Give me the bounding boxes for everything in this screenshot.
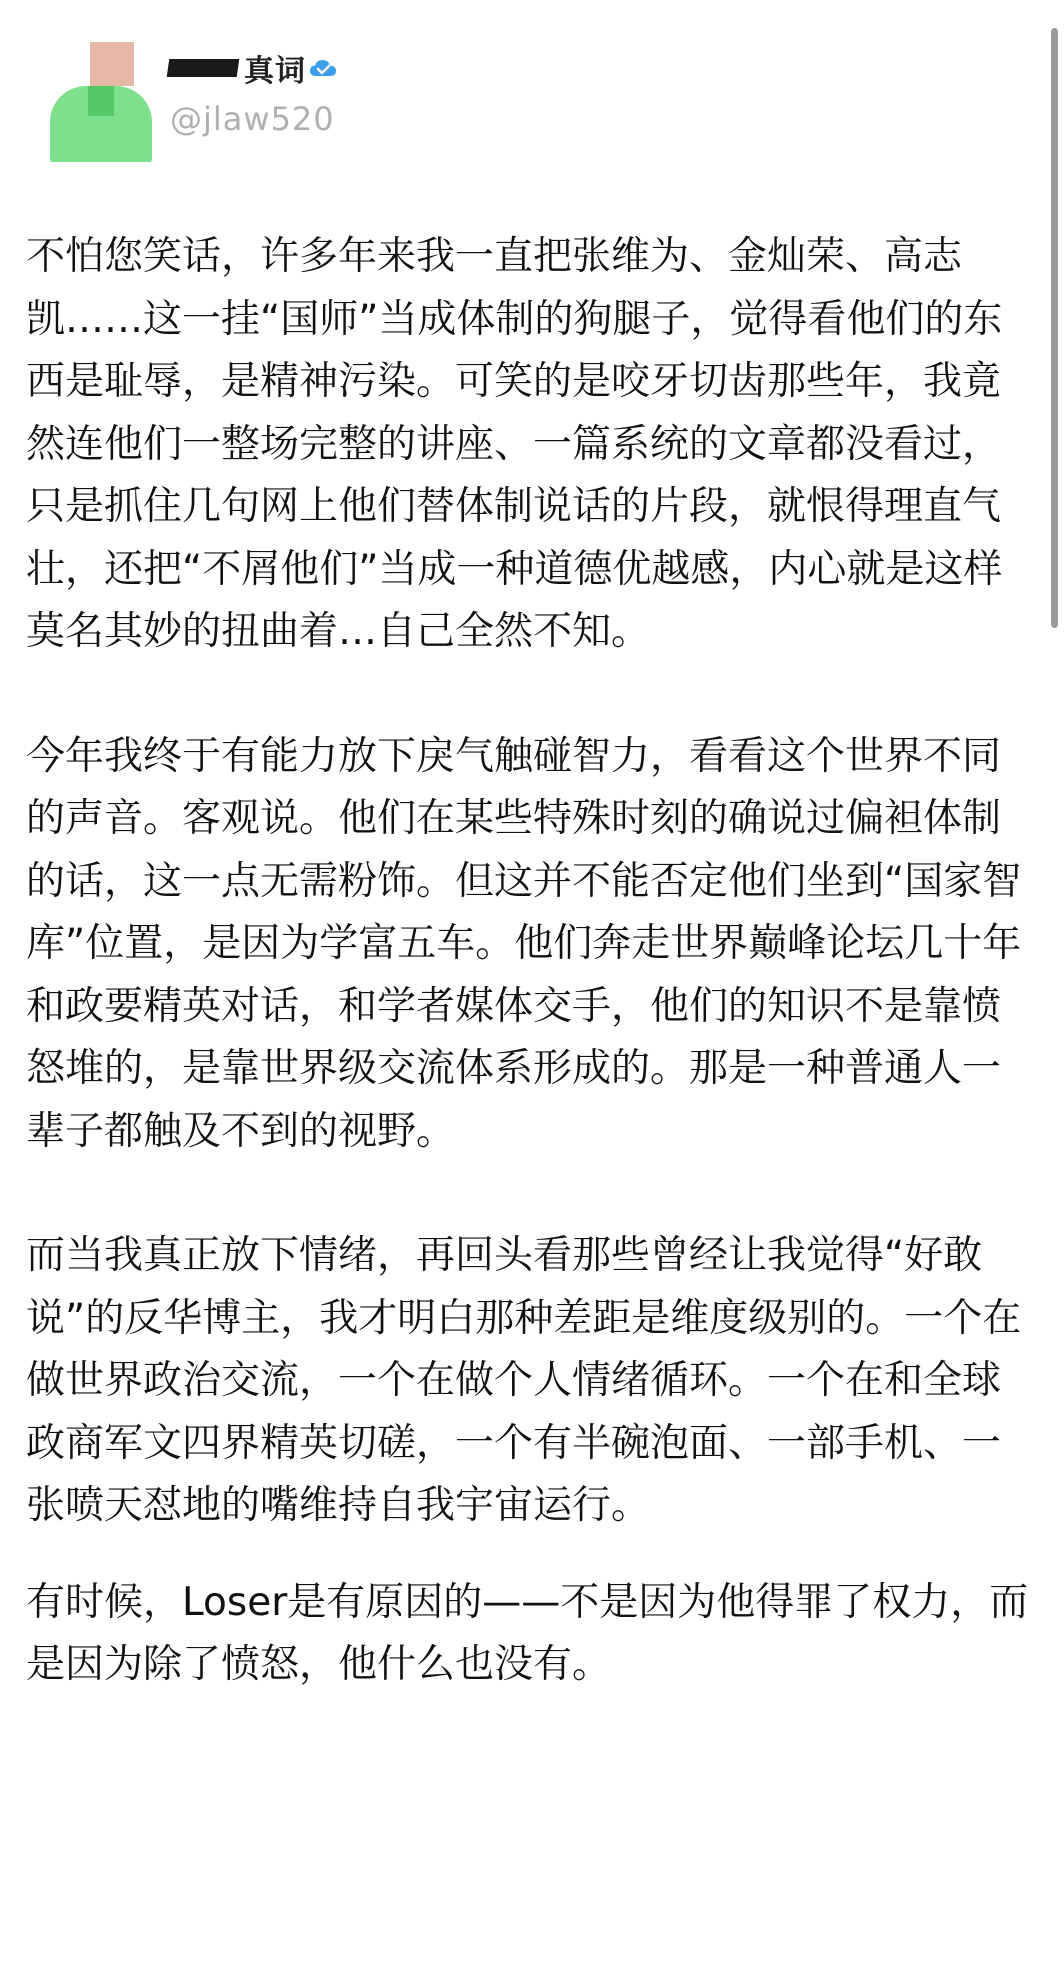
post-paragraph-2: 今年我终于有能力放下戾气触碰智力，看看这个世界不同的声音。客观说。他们在某些特殊时刻的确说过偏袒体制的话，这一点无需粉饰。但这并不能否定他们坐到“国家智库”位置，是因为学富五车。他们奔走世界巅峰论坛几十年和政要精英对话，和学者媒体交手，他们的知识不是靠愤怒堆的，是靠世界级交流体系形成的。那是一种普通人一辈子都触及不到的视野。 [26,733,1022,1154]
name-redaction [167,59,240,77]
scrollbar[interactable] [1051,28,1058,628]
author-handle[interactable]: @jlaw520 [170,100,335,138]
avatar[interactable] [42,42,152,162]
post-paragraph-4: 有时候，Loser是有原因的——不是因为他得罪了权力，而是因为除了愤怒，他什么也没有。 [26,1579,1029,1687]
verified-cloud-icon [308,57,338,79]
author-display-name[interactable]: 真词 [244,46,306,90]
post-header [30,36,1030,176]
post-paragraph-1: 不怕您笑话，许多年来我一直把张维为、金灿荣、高志凯……这一挂“国师”当成体制的狗腿子，觉得看他们的东西是耻辱，是精神污染。可笑的是咬牙切齿那些年，我竟然连他们一整场完整的讲座、一篇系统的文章都没看过，只是抓住几句网上他们替体制说话的片段，就恨得理直气壮，还把“不屑他们”当成一种道德优越感，内心就是这样莫名其妙的扭曲着…自己全然不知。 [26,234,1003,654]
avatar-collar [88,86,114,116]
post-body [26,226,1036,1697]
post-paragraph-3: 而当我真正放下情绪，再回头看那些曾经让我觉得“好敢说”的反华博主，我才明白那种差距是维度级别的。一个在做世界政治交流，一个在做个人情绪循环。一个在和全球政商军文四界精英切磋，一个有半碗泡面、一部手机、一张喷天怼地的嘴维持自我宇宙运行。 [26,1233,1022,1528]
author-name-row[interactable] [168,48,338,88]
avatar-head-blurred [90,42,134,86]
